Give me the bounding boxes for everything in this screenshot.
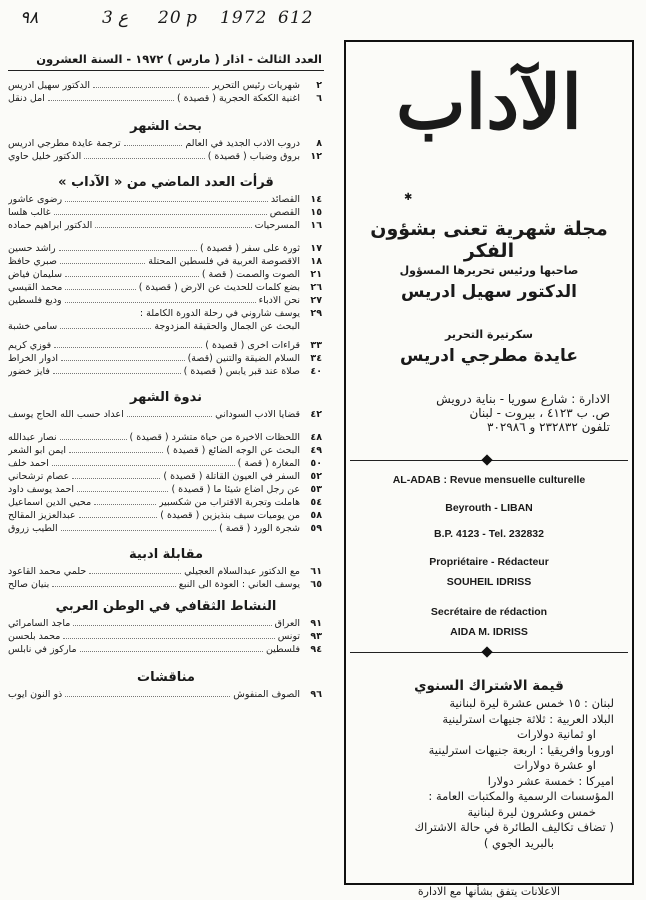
toc-title: القصص: [269, 207, 300, 218]
leader-dots: [72, 470, 160, 479]
toc-section: [8, 617, 324, 656]
toc-row: [8, 307, 324, 320]
leader-dots: [60, 431, 127, 440]
toc-author: محمد القيسي: [8, 282, 63, 293]
secretary-name: عايدة مطرجي ادريس: [400, 346, 578, 366]
toc-author: ماجد السامرائي: [8, 618, 71, 629]
toc-author: سليمان فياض: [8, 269, 63, 280]
leader-dots: [61, 352, 185, 361]
toc-page: ٢٦: [310, 282, 322, 293]
toc-row: [8, 444, 324, 457]
toc-author: الدكتور سهيل ادريس: [8, 80, 91, 91]
leader-dots: [94, 496, 156, 505]
toc-title: الاقصوصة العربية في فلسطين المحتلة: [148, 256, 300, 267]
toc-page: ٣٤: [310, 353, 322, 364]
toc-author: الدكتور ابراهيم حماده: [8, 220, 93, 231]
subscription-list: [354, 696, 614, 851]
leader-dots: [79, 509, 158, 518]
toc-author: اعداد حسب الله الحاج يوسف: [8, 409, 124, 420]
toc-author: صبري حافظ: [8, 256, 57, 267]
toc-page: ٥٠: [310, 458, 322, 469]
address-line: تلفون ٢٣٢٨٣٢ و ٣٠٢٩٨٦: [487, 420, 610, 434]
leader-dots: [93, 79, 209, 88]
toc-row: [8, 150, 324, 163]
leader-dots: [73, 617, 271, 626]
toc-row: [8, 483, 324, 496]
toc-title: بضع كلمات للحديث عن الارض ( قصيدة ): [138, 282, 300, 293]
leader-dots: [60, 255, 145, 264]
toc-title: ثورة على سفر ( قصيدة ): [200, 243, 300, 254]
hand-digit: 3: [102, 8, 114, 28]
toc-page: ٥٢: [310, 471, 322, 482]
toc-section: [8, 339, 324, 378]
toc-row: [8, 137, 324, 150]
toc-page: ٩١: [310, 618, 322, 629]
toc-section: [8, 688, 324, 701]
toc-author: الدكتور خليل حاوي: [8, 151, 82, 162]
toc-title: قراءات اخرى ( قصيدة ): [205, 340, 300, 351]
leader-dots: [61, 522, 216, 531]
toc-title: العراق: [274, 618, 300, 629]
toc-page: ٥٤: [310, 497, 322, 508]
section-title: بحث الشهر: [130, 119, 202, 134]
toc-author: احمد يوسف داود: [8, 484, 75, 495]
hand-mark: p: [186, 8, 198, 28]
section-title: مقابلة ادبية: [128, 547, 204, 562]
toc-author: وديع فلسطين: [8, 295, 62, 306]
toc-page: ٤٩: [310, 445, 322, 456]
ads-note: الاعلانات يتفق بشأنها مع الادارة: [417, 885, 561, 898]
toc-row: [8, 365, 324, 378]
subscription-line: اوروبا وافريقيا : اربعة جنيهات استرلينية: [428, 742, 614, 757]
toc-row: [8, 688, 324, 701]
subscription-line: اميركا : خمسة عشر دولارا: [487, 773, 614, 788]
section-title: مناقشات: [137, 670, 195, 685]
toc-title: بروق وضباب ( قصيدة ): [207, 151, 300, 162]
toc-title: المغارة ( قصة ): [237, 458, 300, 469]
toc-author: حلمي محمد القاعود: [8, 566, 87, 577]
toc-page: ١٢: [310, 151, 322, 162]
leader-dots: [48, 92, 174, 101]
leader-dots: [59, 242, 197, 251]
toc-row: [8, 630, 324, 643]
toc-row: [8, 578, 324, 591]
toc-row: [8, 268, 324, 281]
leader-dots: [65, 268, 199, 277]
toc-row: [8, 457, 324, 470]
section-title: قرأت العدد الماضي من « الآداب »: [58, 175, 274, 190]
toc-page: ١٧: [310, 243, 322, 254]
toc-author: غالب هلسا: [8, 207, 51, 218]
toc-author: راشد حسين: [8, 243, 56, 254]
toc-long-entry: [8, 307, 324, 333]
toc-row: [8, 565, 324, 578]
toc-title: تونس: [277, 631, 300, 642]
fr-proprietor-label: Propriétaire - Rédacteur: [429, 556, 549, 568]
toc-page: ٦١: [310, 566, 322, 577]
toc-title: البحث عن الوجه الضائع ( قصيدة ): [166, 445, 300, 456]
toc-author: ذو النون ايوب: [8, 689, 63, 700]
tagline: مجلة شهرية تعنى بشؤون الفكر: [370, 218, 608, 262]
toc-title: صلاة عند قبر يابس ( قصيدة ): [183, 366, 300, 377]
toc-row: [8, 431, 324, 444]
toc-author: ايمن ابو الشعر: [8, 445, 67, 456]
toc-title: هاملت وتجربة الاقتراب من شكسبير: [158, 497, 300, 508]
leader-dots: [77, 483, 168, 492]
toc-row: [8, 643, 324, 656]
toc-author: ماركوز في نابلس: [8, 644, 77, 655]
toc-page: ٤٠: [310, 366, 322, 377]
handwritten-note: [20, 8, 320, 34]
section-title: النشاط الثقافي في الوطن العربي: [55, 599, 277, 614]
toc-page: ٩٦: [310, 689, 322, 700]
subscription-line: المؤسسات الرسمية والمكتبات العامة :: [428, 789, 614, 803]
toc-author: امل دنقل: [8, 93, 45, 104]
toc-author: رضوى عاشور: [8, 194, 63, 205]
leader-dots: [53, 365, 181, 374]
fr-secretary-label: Secrétaire de rédaction: [430, 606, 548, 618]
toc-row: [8, 496, 324, 509]
toc-author: سامي خشبة: [8, 321, 58, 332]
toc-row: [8, 470, 324, 483]
star-icon: ✱: [404, 192, 413, 203]
toc-section: [8, 193, 324, 232]
toc-row: [8, 255, 324, 268]
leader-dots: [54, 339, 202, 348]
toc-lead: [8, 79, 324, 105]
toc-author: الطيب زروق: [8, 523, 58, 534]
toc-page: ٢١: [310, 269, 322, 280]
toc-title: يوسف شاروني في رحلة الدورة الكاملة :: [139, 308, 300, 319]
toc-author: فوزي كريم: [8, 340, 52, 351]
toc-author: محيي الدين اسماعيل: [8, 497, 92, 508]
toc-row: [8, 206, 324, 219]
subscription-line: او عشرة دولارات: [513, 758, 596, 772]
diamond-ornament: [481, 646, 492, 657]
subscription-title: قيمة الاشتراك السنوي: [414, 678, 564, 694]
table-of-contents: [8, 52, 324, 892]
toc-page: ٢٧: [310, 295, 322, 306]
toc-row: [8, 92, 324, 105]
toc-section: [8, 137, 324, 163]
toc-title: المسرحيات: [254, 220, 300, 231]
toc-row: [8, 522, 324, 535]
toc-author: فايز خضور: [8, 366, 50, 377]
fr-title: AL-ADAB : Revue mensuelle culturelle: [392, 474, 586, 486]
toc-row: [8, 219, 324, 232]
toc-title: قضايا الادب السوداني: [215, 409, 300, 420]
toc-page: ٨: [316, 138, 322, 149]
subscription-line: او ثمانية دولارات: [516, 727, 596, 741]
toc-section: [8, 431, 324, 535]
address-line: الادارة : شارع سوريا - بناية درويش: [436, 392, 610, 406]
toc-page: ١٥: [310, 207, 322, 218]
toc-title: الصوف المنفوش: [233, 689, 300, 700]
hand-day: 20: [158, 8, 182, 28]
toc-row: [8, 509, 324, 522]
hand-letter: ع: [118, 8, 129, 28]
toc-title: القصائد: [270, 194, 300, 205]
fr-secretary-name: AIDA M. IDRISS: [450, 626, 528, 638]
toc-row: [8, 242, 324, 255]
fr-city: Beyrouth - LIBAN: [445, 502, 533, 514]
leader-dots: [52, 457, 235, 466]
toc-page: ٥٩: [310, 523, 322, 534]
leader-dots: [65, 281, 135, 290]
toc-page: ٩٤: [310, 644, 322, 655]
subscription-line: بالبريد الجوي ): [483, 835, 554, 850]
toc-title: اغنية الكعكة الحجرية ( قصيدة ): [176, 93, 300, 104]
toc-row: [8, 281, 324, 294]
toc-title: نحن الادباء: [258, 295, 300, 306]
toc-title: السفر في العيون القاتلة ( قصيدة ): [163, 471, 300, 482]
toc-page: ٣٣: [310, 340, 322, 351]
toc-author: عصام ترشحاني: [8, 471, 70, 482]
toc-author: محمد بلحسن: [8, 631, 61, 642]
toc-subtitle: البحث عن الجمال والحقيقة المزدوجة: [154, 321, 300, 332]
magazine-logo: الآداب: [396, 60, 582, 146]
toc-page: ١٤: [310, 194, 322, 205]
hand-code: 612: [278, 8, 314, 28]
toc-title: الصوت والصمت ( قصة ): [201, 269, 300, 280]
toc-author: عبدالعزيز المقالح: [8, 510, 76, 521]
toc-title: شهريات رئيس التحرير: [212, 80, 300, 91]
subscription-line: البلاد العربية : ثلاثة جنيهات استرلينية: [442, 711, 614, 726]
toc-title: دروب الادب الجديد في العالم: [185, 138, 300, 149]
diamond-ornament: [481, 454, 492, 465]
toc-title: مع الدكتور عبدالسلام العجيلي: [184, 566, 300, 577]
leader-dots: [65, 688, 230, 697]
owner-label: صاحبها ورئيس تحريرها المسؤول: [399, 264, 579, 277]
leader-dots: [95, 219, 251, 228]
leader-dots: [65, 294, 256, 303]
toc-page: ٦: [316, 93, 322, 104]
toc-row: [8, 79, 324, 92]
fr-postbox: B.P. 4123 - Tel. 232832: [434, 528, 544, 540]
toc-page: ١٨: [310, 256, 322, 267]
toc-row: [8, 294, 324, 307]
toc-page: ٩٣: [310, 631, 322, 642]
leader-dots: [54, 206, 267, 215]
toc-title: شجرة الورد ( قصة ): [219, 523, 300, 534]
toc-page: ٤٢: [310, 409, 322, 420]
toc-section: [8, 408, 324, 421]
leader-dots: [89, 565, 181, 574]
toc-section: [8, 565, 324, 591]
toc-row: [8, 352, 324, 365]
toc-row: [8, 617, 324, 630]
leader-dots: [52, 578, 176, 587]
leader-dots: [124, 137, 183, 146]
toc-author: ادوار الخراط: [8, 353, 59, 364]
toc-page: ٤٨: [310, 432, 322, 443]
leader-dots: [127, 408, 212, 417]
toc-row: [8, 339, 324, 352]
toc-row: [8, 193, 324, 206]
toc-page: ٢٩: [310, 308, 322, 319]
toc-page: ٥٨: [310, 510, 322, 521]
toc-title: يوسف العاني : العودة الى النبع: [178, 579, 300, 590]
toc-author: احمد خلف: [8, 458, 49, 469]
toc-title: اللحظات الاخيرة من حياة متشرد ( قصيدة ): [129, 432, 300, 443]
leader-dots: [84, 150, 204, 159]
subscription-line: لبنان : ١٥ خمس عشرة ليرة لبنانية: [449, 696, 614, 710]
toc-author: بنيان صالح: [8, 579, 50, 590]
secretary-label: سكرتيرة التحرير: [445, 328, 533, 341]
leader-dots: [65, 193, 268, 202]
owner-name: الدكتور سهيل ادريس: [401, 282, 577, 302]
toc-row: [8, 320, 324, 333]
toc-row: [8, 408, 324, 421]
leader-dots: [63, 630, 274, 639]
hand-year: 1972: [220, 8, 268, 28]
toc-page: ٦٥: [310, 579, 322, 590]
toc-page: ٥٣: [310, 484, 322, 495]
toc-page: ١٦: [310, 220, 322, 231]
toc-title: السلام الضيقة والتنين (قصة): [187, 353, 300, 364]
hand-number: ٩٨: [20, 8, 39, 28]
toc-title: فلسطين: [265, 644, 300, 655]
issue-line: العدد الثالث - اذار ( مارس ) ١٩٧٢ - السنة العشرون: [8, 52, 324, 71]
address-line: ص. ب ٤١٢٣ ، بيروت - لبنان: [469, 406, 610, 420]
masthead-box: [344, 40, 634, 898]
toc-section: [8, 242, 324, 307]
toc-title: من يوميات سيف بنذيزين ( قصيدة ): [160, 510, 300, 521]
address-block: [360, 392, 610, 434]
fr-proprietor-name: SOUHEIL IDRISS: [446, 576, 532, 588]
leader-dots: [69, 444, 163, 453]
leader-dots: [80, 643, 263, 652]
subscription-line: ( تضاف تكاليف الطائرة في حالة الاشتراك: [414, 820, 614, 834]
toc-page: ٢: [316, 80, 322, 91]
toc-author: نصار عبدالله: [8, 432, 57, 443]
subscription-line: خمس وعشرون ليرة لبنانية: [467, 804, 596, 819]
toc-author: ترجمة عايدة مطرجي ادريس: [8, 138, 121, 149]
toc-title: عن رجل اضاع شيئا ما ( قصيدة ): [171, 484, 300, 495]
section-title: ندوة الشهر: [130, 390, 202, 405]
